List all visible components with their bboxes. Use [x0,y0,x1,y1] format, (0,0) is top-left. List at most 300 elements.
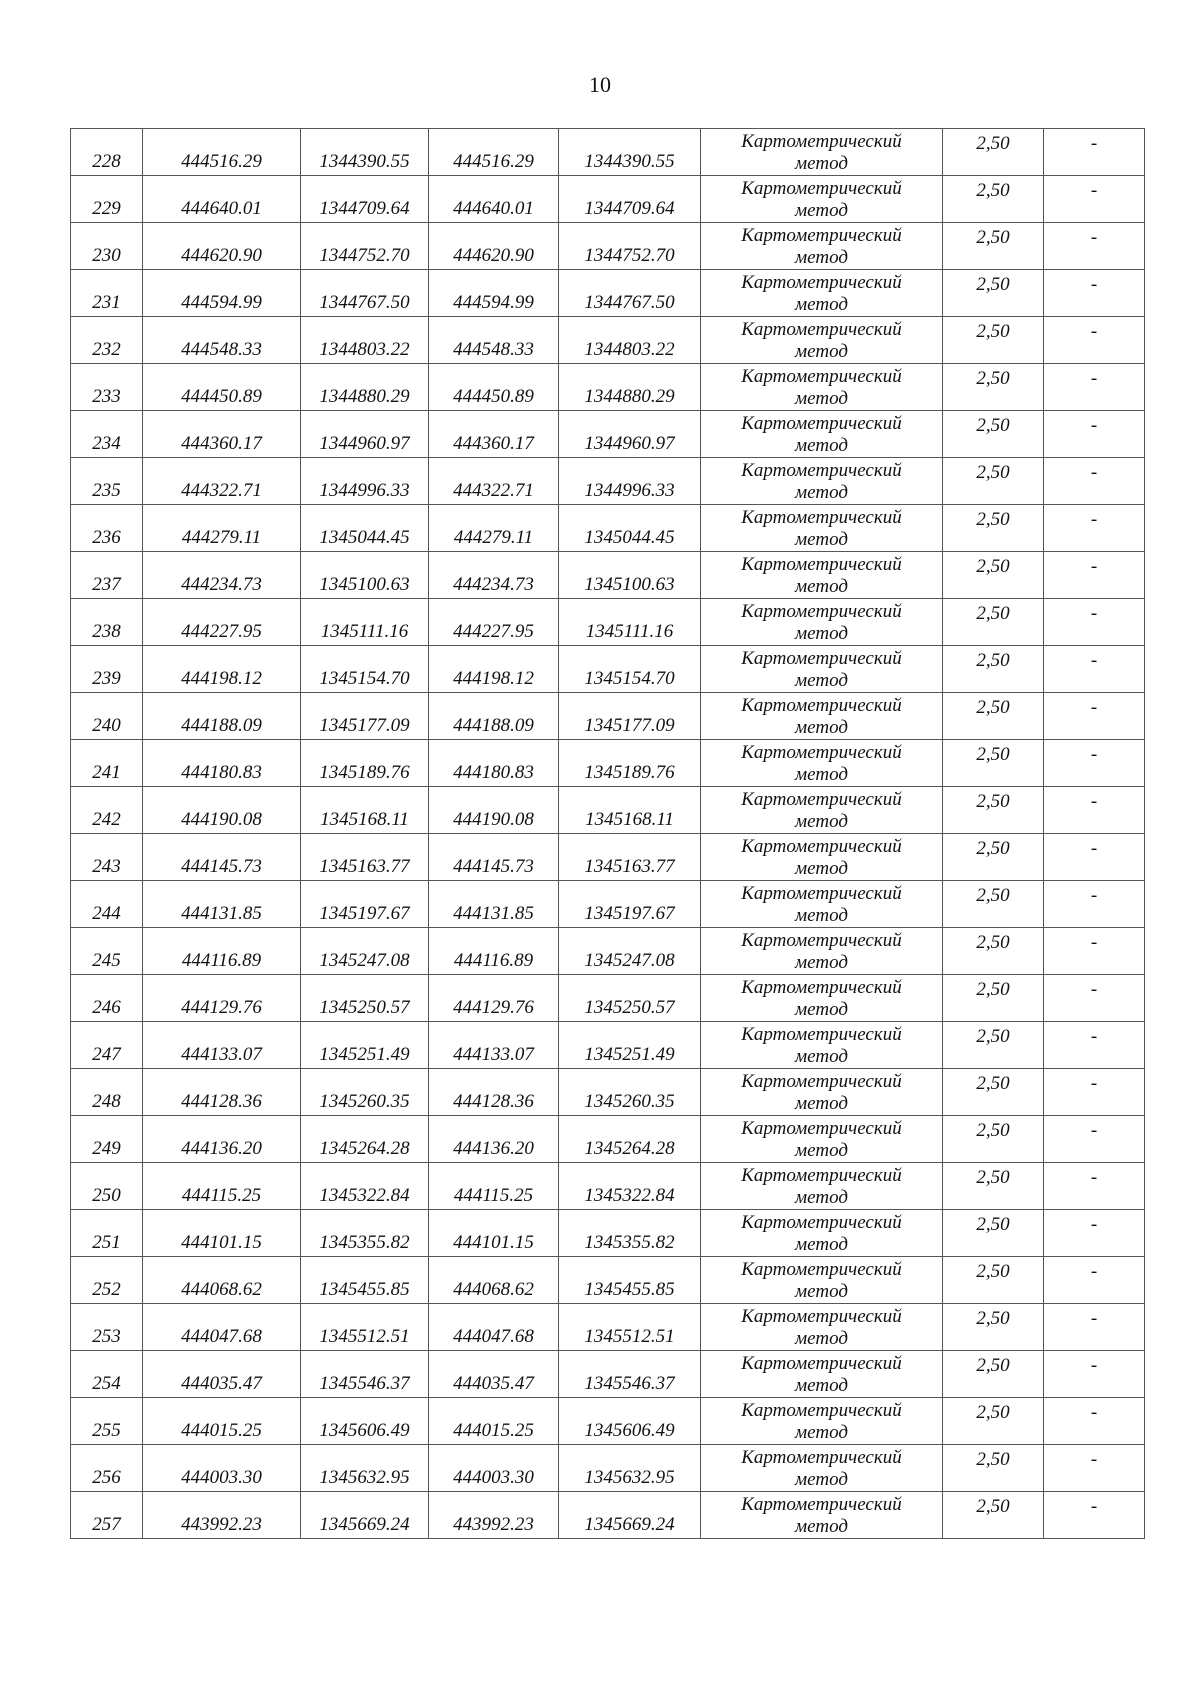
point-number-cell [71,317,143,364]
x-existing-cell [143,740,301,787]
y-existing-value: 1344996.33 [319,480,410,501]
accuracy-cell [943,1022,1044,1069]
x-new-value: 444516.29 [453,151,534,172]
point-number-cell [71,1304,143,1351]
method-cell [701,364,943,411]
y-new-cell [559,1022,701,1069]
y-new-cell [559,1210,701,1257]
y-existing-cell [301,364,429,411]
table-row [71,1492,1145,1539]
method-cell [701,646,943,693]
method-line1: Картометрический [741,1400,902,1421]
x-existing-cell [143,599,301,646]
note-cell [1044,1116,1145,1163]
x-existing-cell [143,1163,301,1210]
accuracy-cell [943,411,1044,458]
y-new-cell [559,1445,701,1492]
table-row [71,1116,1145,1163]
method-line2: метод [795,153,848,174]
point-number-cell [71,223,143,270]
x-existing-value: 444003.30 [181,1467,262,1488]
accuracy-value: 2,50 [976,885,1010,906]
y-new-value: 1345189.76 [584,762,675,783]
table-row [71,1163,1145,1210]
point-number-value: 235 [92,480,121,501]
method-line1: Картометрический [741,1447,902,1468]
y-new-cell [559,552,701,599]
point-number-value: 239 [92,668,121,689]
point-number-value: 230 [92,245,121,266]
method-line2: метод [795,1469,848,1490]
method-cell [701,223,943,270]
y-existing-value: 1345322.84 [319,1185,410,1206]
x-existing-value: 444640.01 [181,198,262,219]
method-line2: метод [795,670,848,691]
point-number-cell [71,975,143,1022]
y-existing-value: 1345355.82 [319,1232,410,1253]
note-value: - [1090,603,1098,624]
note-cell [1044,975,1145,1022]
x-existing-cell [143,787,301,834]
note-cell [1044,1257,1145,1304]
note-value: - [1090,1073,1098,1094]
method-line2: метод [795,341,848,362]
y-new-cell [559,881,701,928]
x-new-value: 444116.89 [453,950,534,971]
note-value: - [1090,791,1098,812]
method-line2: метод [795,952,848,973]
x-existing-cell [143,1257,301,1304]
point-number-cell [71,270,143,317]
accuracy-value: 2,50 [976,274,1010,295]
method-line2: метод [795,811,848,832]
y-existing-cell [301,599,429,646]
x-existing-value: 444136.20 [181,1138,262,1159]
x-new-value: 444450.89 [453,386,534,407]
note-cell [1044,505,1145,552]
method-line2: метод [795,435,848,456]
y-existing-cell [301,176,429,223]
accuracy-value: 2,50 [976,744,1010,765]
point-number-cell [71,1116,143,1163]
x-new-value: 444190.08 [453,809,534,830]
point-number-value: 247 [92,1044,121,1065]
x-new-cell [429,411,559,458]
note-cell [1044,411,1145,458]
y-new-value: 1345512.51 [584,1326,675,1347]
note-value: - [1090,838,1098,859]
note-cell [1044,364,1145,411]
x-new-value: 444548.33 [453,339,534,360]
y-new-cell [559,458,701,505]
accuracy-cell [943,505,1044,552]
x-new-cell [429,834,559,881]
point-number-cell [71,176,143,223]
method-line2: метод [795,200,848,221]
accuracy-cell [943,176,1044,223]
note-value: - [1090,1214,1098,1235]
table-row [71,1069,1145,1116]
x-existing-value: 444047.68 [181,1326,262,1347]
y-new-cell [559,834,701,881]
point-number-value: 257 [92,1514,121,1535]
y-existing-value: 1345168.11 [320,809,409,830]
method-cell [701,1304,943,1351]
method-cell [701,458,943,505]
y-existing-value: 1345111.16 [320,621,409,642]
x-new-value: 444360.17 [453,433,534,454]
accuracy-cell [943,599,1044,646]
point-number-cell [71,1351,143,1398]
point-number-value: 241 [92,762,121,783]
x-existing-value: 444015.25 [181,1420,262,1441]
y-new-cell [559,1257,701,1304]
note-cell [1044,176,1145,223]
y-new-cell [559,1304,701,1351]
y-existing-value: 1345189.76 [319,762,410,783]
table-row [71,646,1145,693]
note-value: - [1090,133,1098,154]
note-cell [1044,1163,1145,1210]
y-existing-cell [301,552,429,599]
note-cell [1044,693,1145,740]
method-line2: метод [795,1422,848,1443]
table-row [71,270,1145,317]
y-existing-cell [301,646,429,693]
point-number-value: 251 [92,1232,121,1253]
accuracy-value: 2,50 [976,603,1010,624]
x-existing-value: 444116.89 [181,950,262,971]
x-new-cell [429,317,559,364]
point-number-cell [71,646,143,693]
method-line1: Картометрический [741,178,902,199]
method-line1: Картометрический [741,789,902,810]
x-new-value: 444128.36 [453,1091,534,1112]
point-number-value: 233 [92,386,121,407]
method-cell [701,693,943,740]
x-existing-cell [143,458,301,505]
method-cell [701,599,943,646]
x-new-value: 444279.11 [453,527,534,548]
table-row [71,317,1145,364]
y-new-value: 1345606.49 [584,1420,675,1441]
x-new-cell [429,740,559,787]
note-cell [1044,1210,1145,1257]
point-number-value: 231 [92,292,121,313]
table-row [71,599,1145,646]
note-value: - [1090,274,1098,295]
note-cell [1044,223,1145,270]
table-row [71,223,1145,270]
y-existing-cell [301,270,429,317]
accuracy-value: 2,50 [976,932,1010,953]
x-existing-cell [143,176,301,223]
method-cell [701,740,943,787]
note-value: - [1090,180,1098,201]
y-new-value: 1345251.49 [584,1044,675,1065]
note-value: - [1090,1167,1098,1188]
table-row [71,411,1145,458]
point-number-value: 256 [92,1467,121,1488]
table-row [71,1022,1145,1069]
y-existing-value: 1344960.97 [319,433,410,454]
y-new-value: 1345632.95 [584,1467,675,1488]
accuracy-value: 2,50 [976,1355,1010,1376]
y-new-cell [559,1163,701,1210]
table-row [71,1398,1145,1445]
x-existing-value: 444115.25 [181,1185,262,1206]
page-number: 10 [589,72,611,97]
point-number-cell [71,1022,143,1069]
x-new-cell [429,552,559,599]
coordinates-table [70,128,1145,1539]
table-row [71,693,1145,740]
y-new-cell [559,270,701,317]
accuracy-cell [943,1257,1044,1304]
point-number-value: 237 [92,574,121,595]
y-existing-cell [301,1210,429,1257]
x-existing-value: 444180.83 [181,762,262,783]
x-existing-value: 444188.09 [181,715,262,736]
y-new-value: 1345154.70 [584,668,675,689]
method-cell [701,1492,943,1539]
method-cell [701,881,943,928]
x-existing-value: 444450.89 [181,386,262,407]
x-new-cell [429,176,559,223]
accuracy-value: 2,50 [976,1214,1010,1235]
x-existing-cell [143,1022,301,1069]
note-cell [1044,881,1145,928]
point-number-value: 242 [92,809,121,830]
accuracy-cell [943,1069,1044,1116]
x-existing-cell [143,270,301,317]
method-cell [701,552,943,599]
method-line2: метод [795,1328,848,1349]
accuracy-cell [943,1304,1044,1351]
method-line1: Картометрический [741,930,902,951]
point-number-value: 238 [92,621,121,642]
y-new-cell [559,740,701,787]
x-new-cell [429,1257,559,1304]
x-new-cell [429,787,559,834]
accuracy-value: 2,50 [976,1026,1010,1047]
x-existing-value: 444068.62 [181,1279,262,1300]
note-cell [1044,129,1145,176]
y-new-value: 1344767.50 [584,292,675,313]
note-value: - [1090,462,1098,483]
x-new-cell [429,364,559,411]
method-line1: Картометрический [741,1118,902,1139]
method-cell [701,411,943,458]
accuracy-cell [943,693,1044,740]
y-new-value: 1345669.24 [584,1514,675,1535]
note-value: - [1090,368,1098,389]
y-existing-cell [301,1116,429,1163]
y-new-cell [559,505,701,552]
x-new-value: 444234.73 [453,574,534,595]
y-existing-cell [301,740,429,787]
point-number-cell [71,129,143,176]
point-number-cell [71,834,143,881]
x-new-cell [429,270,559,317]
x-new-cell [429,975,559,1022]
note-value: - [1090,509,1098,530]
x-existing-cell [143,364,301,411]
note-value: - [1090,227,1098,248]
y-new-value: 1345322.84 [584,1185,675,1206]
y-new-value: 1345455.85 [584,1279,675,1300]
y-new-cell [559,176,701,223]
note-value: - [1090,321,1098,342]
accuracy-cell [943,928,1044,975]
method-line2: метод [795,764,848,785]
accuracy-cell [943,740,1044,787]
y-existing-value: 1344880.29 [319,386,410,407]
x-new-cell [429,505,559,552]
y-existing-value: 1345247.08 [319,950,410,971]
y-new-cell [559,223,701,270]
point-number-cell [71,693,143,740]
method-line2: метод [795,1093,848,1114]
x-new-cell [429,1445,559,1492]
method-line2: метод [795,529,848,550]
accuracy-cell [943,1398,1044,1445]
x-existing-value: 444190.08 [181,809,262,830]
y-existing-value: 1345606.49 [319,1420,410,1441]
accuracy-cell [943,1163,1044,1210]
y-new-value: 1345168.11 [585,809,674,830]
table-row [71,787,1145,834]
method-cell [701,1398,943,1445]
x-new-cell [429,1304,559,1351]
x-new-cell [429,928,559,975]
accuracy-value: 2,50 [976,462,1010,483]
table-row [71,975,1145,1022]
point-number-value: 244 [92,903,121,924]
x-existing-value: 444548.33 [181,339,262,360]
y-existing-value: 1345197.67 [319,903,410,924]
x-existing-value: 444131.85 [181,903,262,924]
point-number-cell [71,787,143,834]
x-existing-cell [143,834,301,881]
y-new-cell [559,1492,701,1539]
method-line1: Картометрический [741,131,902,152]
x-existing-value: 444279.11 [181,527,262,548]
x-existing-cell [143,1398,301,1445]
method-cell [701,317,943,364]
y-new-value: 1344960.97 [584,433,675,454]
note-value: - [1090,1402,1098,1423]
method-line1: Картометрический [741,1259,902,1280]
x-new-cell [429,458,559,505]
method-cell [701,787,943,834]
y-new-cell [559,129,701,176]
point-number-cell [71,552,143,599]
method-cell [701,505,943,552]
method-line1: Картометрический [741,601,902,622]
method-cell [701,270,943,317]
y-existing-value: 1345177.09 [319,715,410,736]
y-new-cell [559,646,701,693]
note-cell [1044,1304,1145,1351]
accuracy-value: 2,50 [976,1167,1010,1188]
note-value: - [1090,1308,1098,1329]
y-existing-value: 1344752.70 [319,245,410,266]
x-existing-cell [143,1210,301,1257]
method-line2: метод [795,482,848,503]
y-existing-value: 1345163.77 [319,856,410,877]
y-new-value: 1345100.63 [584,574,675,595]
y-new-cell [559,693,701,740]
point-number-value: 253 [92,1326,121,1347]
y-new-value: 1344803.22 [584,339,675,360]
accuracy-value: 2,50 [976,227,1010,248]
table-row [71,881,1145,928]
x-new-cell [429,129,559,176]
method-cell [701,176,943,223]
note-cell [1044,1022,1145,1069]
x-existing-value: 444594.99 [181,292,262,313]
point-number-cell [71,1163,143,1210]
accuracy-value: 2,50 [976,838,1010,859]
accuracy-cell [943,129,1044,176]
accuracy-value: 2,50 [976,556,1010,577]
y-existing-value: 1344803.22 [319,339,410,360]
method-cell [701,1116,943,1163]
y-existing-cell [301,928,429,975]
x-new-cell [429,693,559,740]
accuracy-cell [943,1351,1044,1398]
y-existing-value: 1345632.95 [319,1467,410,1488]
point-number-cell [71,881,143,928]
point-number-value: 252 [92,1279,121,1300]
accuracy-value: 2,50 [976,1073,1010,1094]
point-number-value: 234 [92,433,121,454]
table-row [71,740,1145,787]
table-row [71,364,1145,411]
x-existing-value: 444227.95 [181,621,262,642]
y-new-value: 1345546.37 [584,1373,675,1394]
x-new-cell [429,1116,559,1163]
point-number-cell [71,740,143,787]
table-row [71,552,1145,599]
y-existing-value: 1344709.64 [319,198,410,219]
y-new-value: 1345177.09 [584,715,675,736]
x-new-value: 444129.76 [453,997,534,1018]
method-line1: Картометрический [741,225,902,246]
note-cell [1044,1069,1145,1116]
y-new-value: 1344752.70 [584,245,675,266]
x-new-value: 444047.68 [453,1326,534,1347]
accuracy-cell [943,646,1044,693]
accuracy-cell [943,552,1044,599]
accuracy-cell [943,364,1044,411]
y-new-value: 1345044.45 [584,527,675,548]
x-existing-cell [143,1445,301,1492]
y-new-cell [559,928,701,975]
table-row [71,834,1145,881]
point-number-cell [71,411,143,458]
y-existing-cell [301,1069,429,1116]
y-existing-value: 1345546.37 [319,1373,410,1394]
method-line1: Картометрический [741,366,902,387]
x-new-value: 444322.71 [453,480,534,501]
method-line2: метод [795,1375,848,1396]
y-existing-cell [301,1351,429,1398]
x-existing-cell [143,1069,301,1116]
x-new-value: 444101.15 [453,1232,534,1253]
y-existing-cell [301,881,429,928]
